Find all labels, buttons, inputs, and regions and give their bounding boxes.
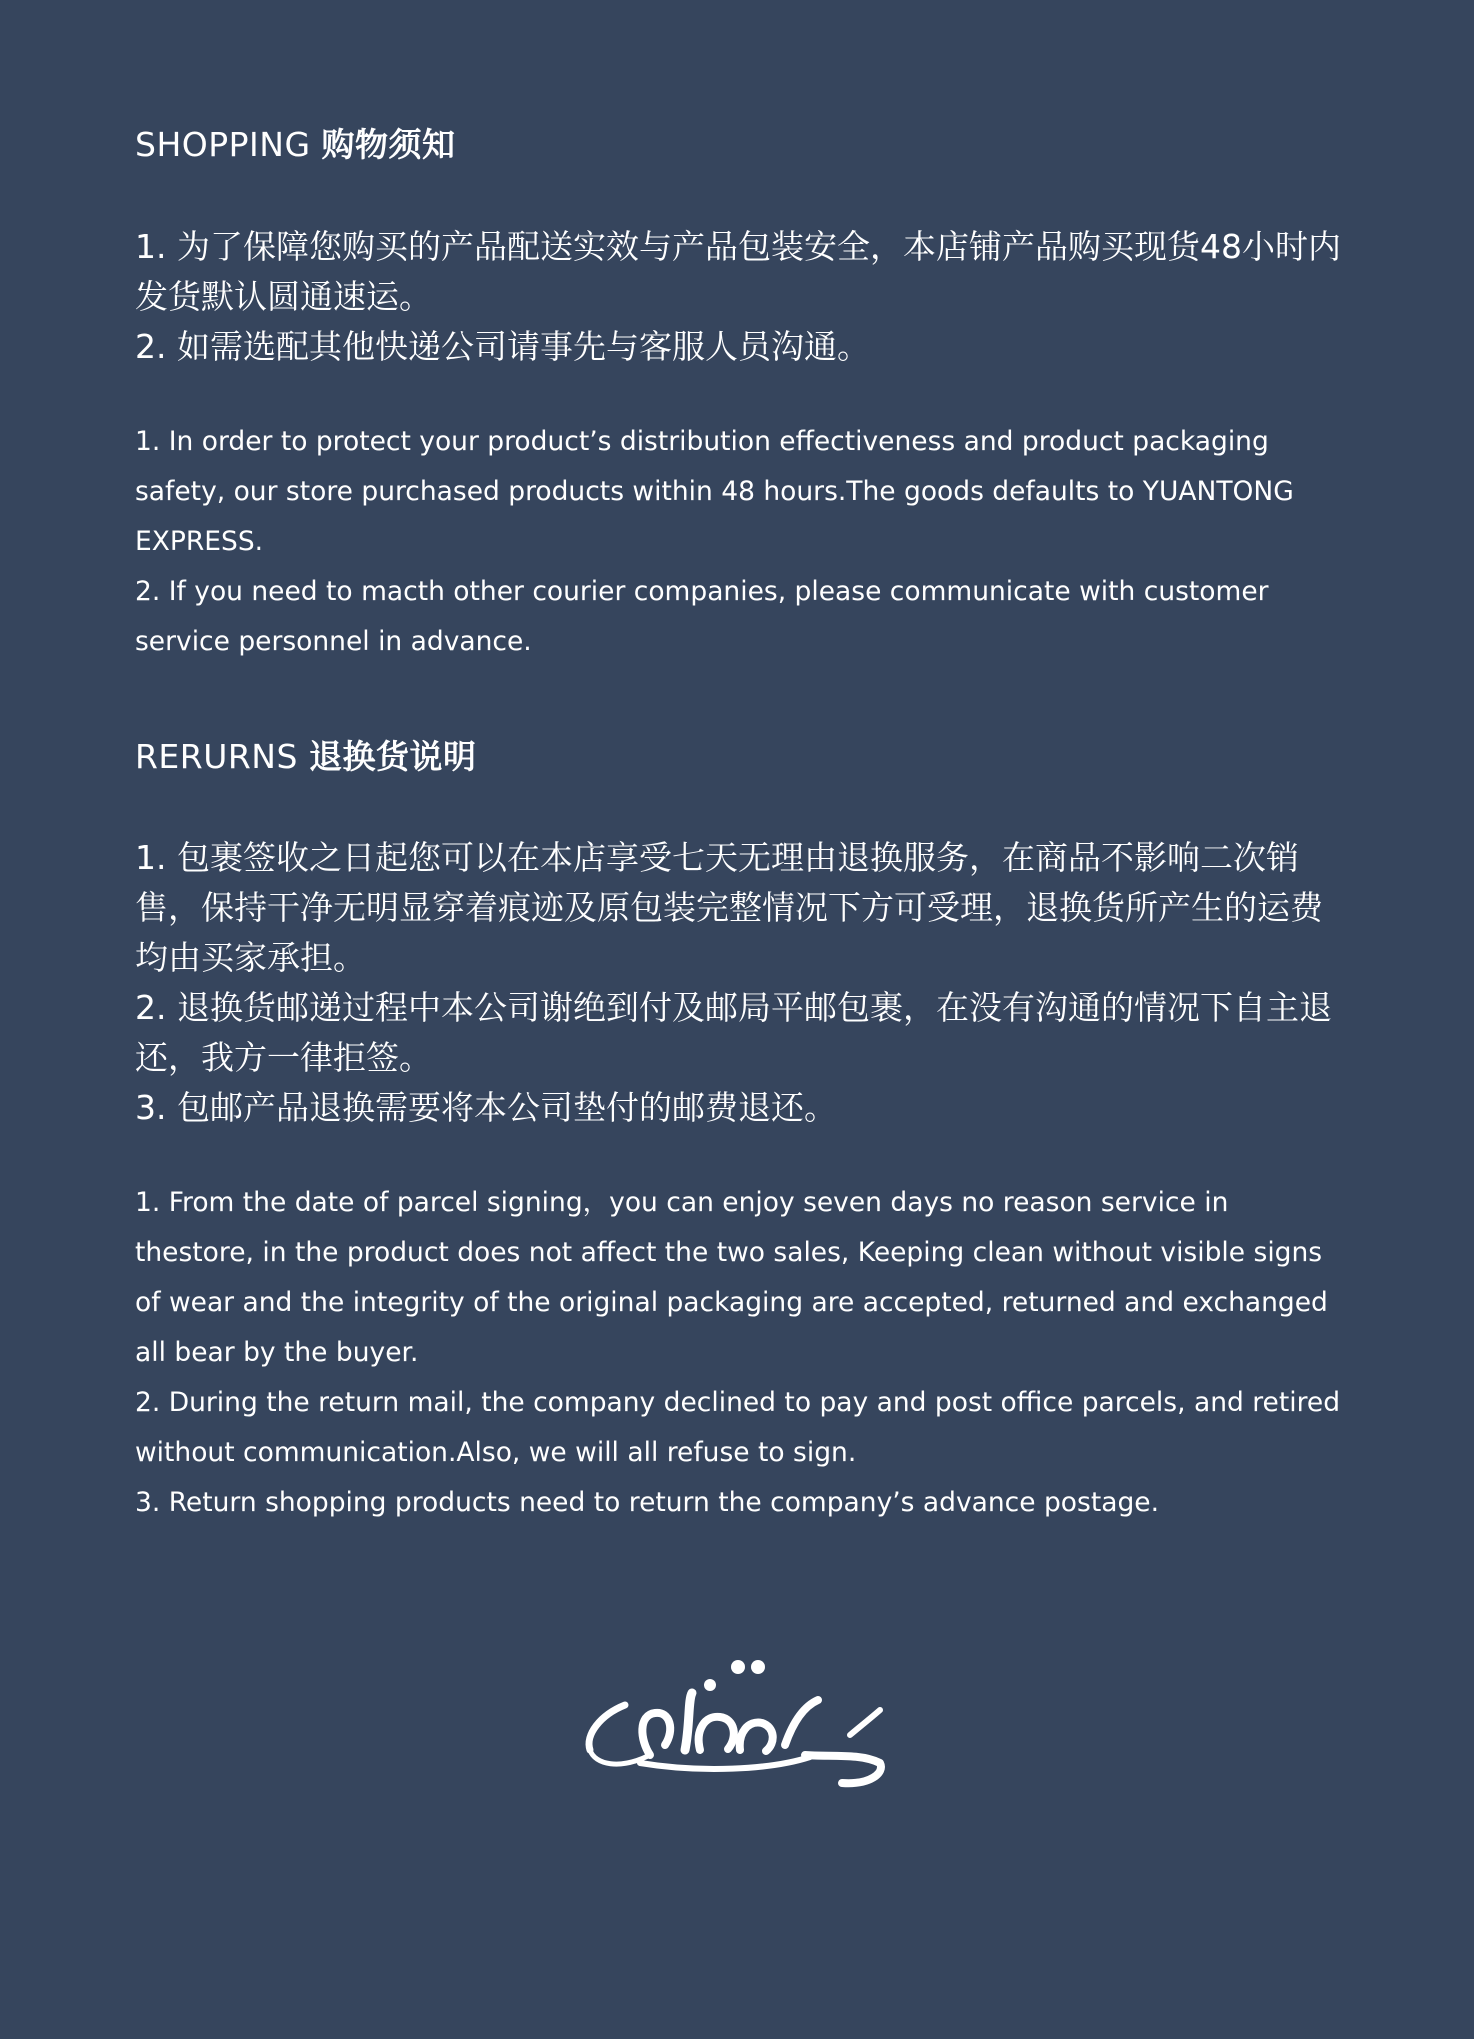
returns-en-item-3: 3. Return shopping products need to return the company’s advance postage. [135,1487,1160,1518]
shopping-title-en: SHOPPING [135,125,311,164]
returns-cn-list [135,833,1345,1133]
shopping-cn-item-2: 2. 如需选配其他快递公司请事先与客服人员沟通。 [135,327,870,366]
shopping-en-item-2: 2. If you need to macth other courier companies, please communicate with customer service personnel in advance. [135,576,1269,657]
shopping-en-item-1: 1. In order to protect your product’s distribution effectiveness and product packaging safety, our store purchased products within 48 hours.The goods defaults to YUANTONG EXPRESS. [135,426,1294,557]
returns-cn-item-3: 3. 包邮产品退换需要将本公司垫付的邮费退还。 [135,1088,837,1127]
returns-cn-item-2: 2. 退换货邮递过程中本公司谢绝到付及邮局平邮包裹，在没有沟通的情况下自主退还，我方一律拒签。 [135,988,1332,1077]
shopping-cn-list [135,222,1345,372]
returns-en-item-1: 1. From the date of parcel signing，you can enjoy seven days no reason service in thestore, in the product does not affect the two sales, Keeping clean without visible signs of wear and the integrity of the original packaging are accepted, returned and exchanged all bear by the buyer. [135,1187,1328,1368]
returns-section-title [135,737,476,777]
shopping-en-list [135,417,1345,667]
returns-title-en: RERURNS [135,737,298,776]
calligraphy-logo-icon [580,1645,900,1795]
returns-en-item-2: 2. During the return mail, the company declined to pay and post office parcels, and retired without communication.Also, we will all refuse to sign. [135,1387,1341,1468]
returns-en-list [135,1178,1345,1528]
shopping-section-title [135,125,456,165]
returns-cn-item-1: 1. 包裹签收之日起您可以在本店享受七天无理由退换服务，在商品不影响二次销售，保持干净无明显穿着痕迹及原包装完整情况下方可受理，退换货所产生的运费均由买家承担。 [135,838,1323,977]
returns-title-zh: 退换货说明 [308,737,477,776]
shopping-title-zh: 购物须知 [321,125,456,164]
shopping-cn-item-1: 1. 为了保障您购买的产品配送实效与产品包装安全，本店铺产品购买现货48小时内发货默认圆通速运。 [135,227,1341,316]
